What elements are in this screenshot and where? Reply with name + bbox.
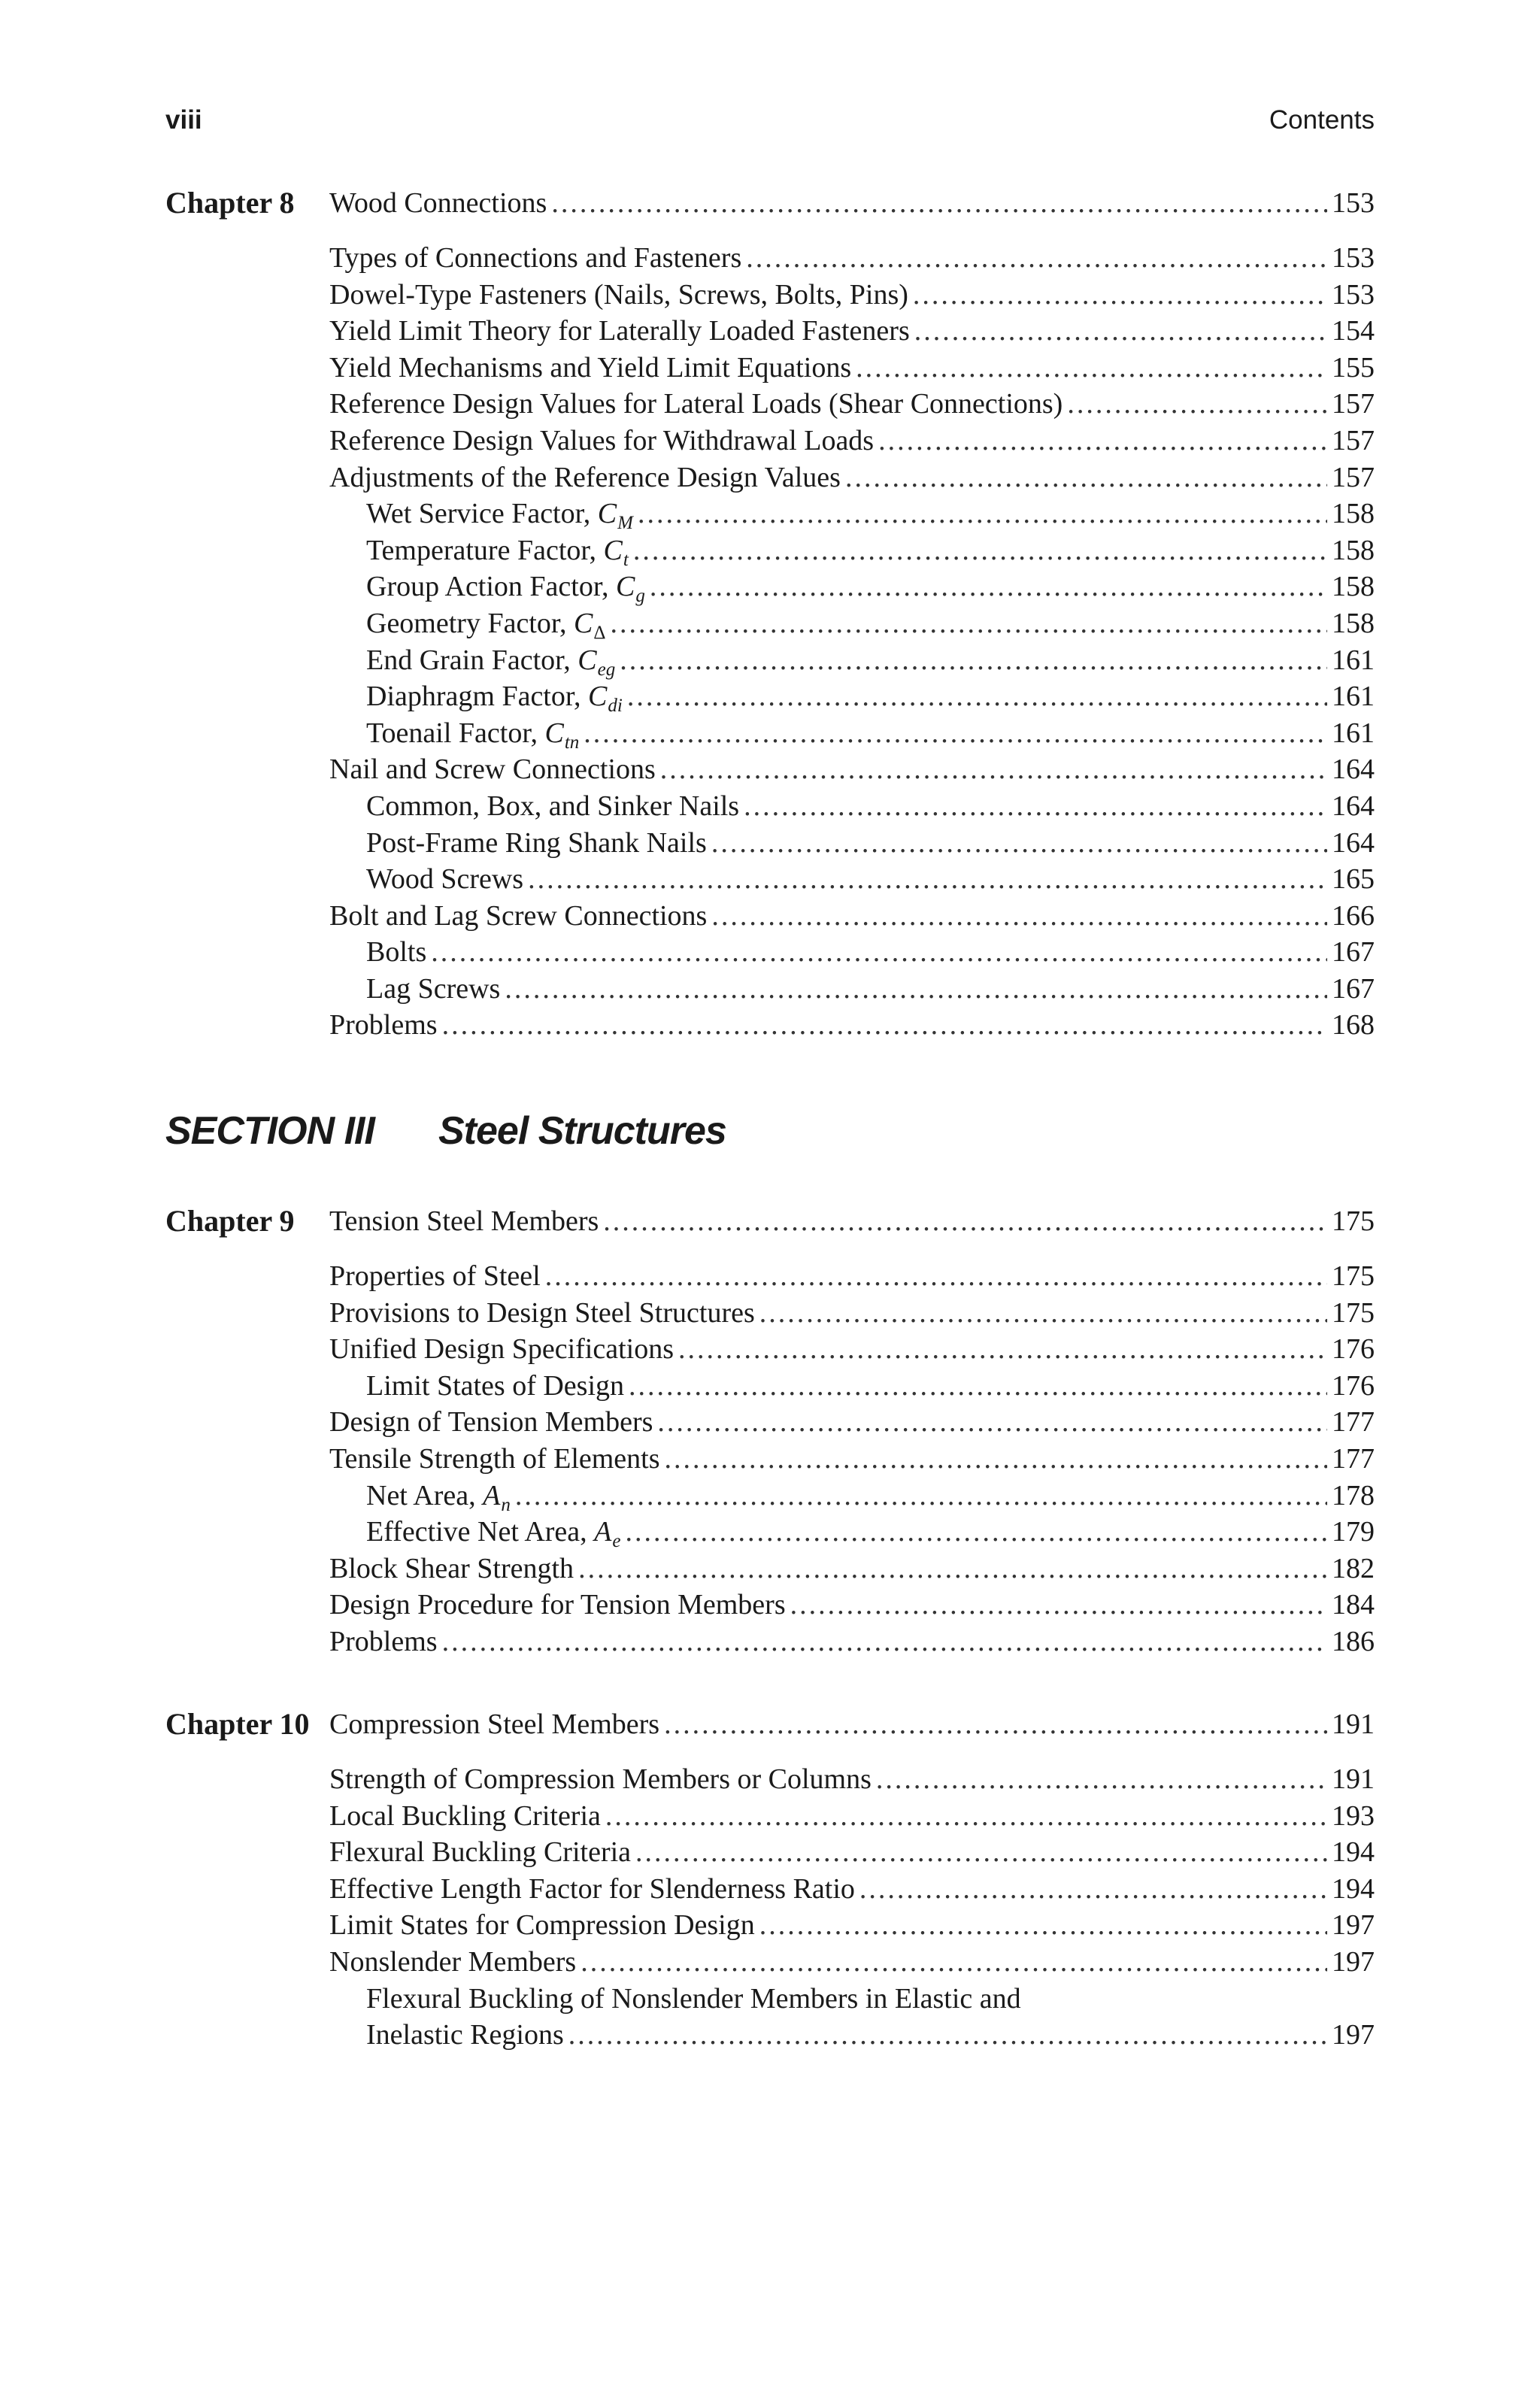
symbol: C: [578, 644, 597, 676]
dot-leader: [876, 1761, 1327, 1797]
toc-entry[interactable]: [329, 1944, 1375, 1981]
dot-leader: [584, 715, 1327, 751]
dot-leader: [913, 277, 1327, 313]
entry-title: Types of Connections and Fasteners: [329, 242, 742, 274]
dot-leader: [657, 1404, 1327, 1440]
dot-leader: [660, 751, 1327, 787]
dot-leader: [650, 568, 1327, 605]
symbol: C: [615, 571, 635, 603]
toc-subentry[interactable]: [329, 825, 1375, 862]
page-ref: 175: [1332, 1260, 1375, 1292]
dot-leader: [711, 898, 1327, 934]
toc-entry[interactable]: [329, 277, 1375, 314]
toc-subentry[interactable]: [329, 1514, 1375, 1551]
page-ref: 158: [1332, 498, 1375, 530]
dot-leader: [578, 1551, 1327, 1587]
page-ref: 191: [1332, 1763, 1375, 1795]
subscript: n: [501, 1494, 511, 1515]
dot-leader: [551, 185, 1327, 221]
entry-title: Common, Box, and Sinker Nails: [366, 790, 740, 822]
entry-title: Block Shear Strength: [329, 1552, 574, 1584]
chapter-label: Chapter 9: [165, 1204, 295, 1238]
page-ref: 197: [1332, 1909, 1375, 1942]
dot-leader: [625, 1514, 1327, 1550]
page-ref: 153: [1332, 278, 1375, 311]
entry-title: Yield Limit Theory for Laterally Loaded Fasteners: [329, 315, 910, 347]
chapter-label: Chapter 8: [165, 186, 295, 220]
page-ref: 167: [1332, 936, 1375, 969]
page-ref: 175: [1332, 1296, 1375, 1329]
entry-title: Design of Tension Members: [329, 1406, 653, 1439]
dot-leader: [515, 1478, 1327, 1514]
entry-title: Adjustments of the Reference Design Values: [329, 461, 841, 493]
entry-title: Effective Length Factor for Slenderness Ratio: [329, 1872, 855, 1905]
page-ref: 161: [1332, 681, 1375, 713]
dot-leader: [610, 605, 1327, 641]
chapter-title: Tension Steel Members: [329, 1205, 599, 1237]
section-heading: [165, 1108, 726, 1157]
dot-leader: [620, 642, 1327, 678]
subscript: eg: [597, 659, 616, 680]
dot-leader: [505, 971, 1327, 1007]
toc-subentry[interactable]: [329, 971, 1375, 1008]
dot-leader: [664, 1706, 1327, 1742]
toc-entry-list: [329, 1761, 1375, 2054]
page-ref: 177: [1332, 1442, 1375, 1475]
entry-title: Geometry Factor, $C_\Delta$: [366, 607, 606, 643]
toc-subentry-continuation[interactable]: [329, 2017, 1375, 2054]
page-ref: 186: [1332, 1625, 1375, 1657]
toc-subentry[interactable]: [329, 532, 1375, 569]
toc-entry[interactable]: [329, 386, 1375, 423]
toc-entry-list: [329, 1258, 1375, 1660]
dot-leader: [878, 423, 1327, 459]
dot-leader: [545, 1258, 1327, 1294]
section-title: Steel Structures: [438, 1109, 726, 1153]
toc-entry[interactable]: [329, 313, 1375, 350]
symbol: A: [483, 1479, 501, 1511]
toc-entry[interactable]: [329, 1761, 1375, 1798]
dot-leader: [581, 1944, 1327, 1980]
page-ref: 178: [1332, 1479, 1375, 1511]
dot-leader: [442, 1007, 1327, 1043]
dot-leader: [633, 532, 1327, 568]
dot-leader: [431, 934, 1327, 970]
dot-leader: [859, 1871, 1327, 1907]
page-ref: 164: [1332, 753, 1375, 786]
entry-title: Net Area, $A_n$: [366, 1479, 511, 1515]
toc-entry[interactable]: [329, 1798, 1375, 1835]
toc-subentry[interactable]: [329, 496, 1375, 532]
toc-entry-list: [329, 240, 1375, 1044]
toc-subentry[interactable]: [329, 642, 1375, 679]
toc-entry[interactable]: [329, 240, 1375, 277]
chapter-10-block: [165, 1706, 1375, 2383]
page-ref: 158: [1332, 571, 1375, 603]
subscript: di: [608, 696, 623, 717]
symbol: C: [544, 717, 564, 749]
page-ref: 175: [1332, 1205, 1375, 1237]
entry-title: Properties of Steel: [329, 1260, 541, 1292]
subscript: t: [623, 549, 629, 570]
page-ref: 155: [1332, 351, 1375, 384]
toc-entry[interactable]: [329, 1295, 1375, 1332]
subscript: Δ: [593, 622, 606, 643]
toc-subentry[interactable]: [329, 605, 1375, 642]
page-ref: 164: [1332, 826, 1375, 859]
page-ref: 165: [1332, 863, 1375, 896]
entry-title: Wood Screws: [366, 863, 524, 896]
dot-leader: [605, 1798, 1327, 1834]
dot-leader: [627, 678, 1327, 714]
page-ref: 167: [1332, 972, 1375, 1005]
toc-entry[interactable]: [329, 1441, 1375, 1478]
entry-title: Group Action Factor, $C_g$: [366, 571, 645, 607]
dot-leader: [914, 313, 1327, 349]
toc-entry[interactable]: [329, 1624, 1375, 1660]
page-ref: 177: [1332, 1406, 1375, 1439]
toc-entry[interactable]: [329, 1871, 1375, 1908]
entry-title: Diaphragm Factor, $C_{di}$: [366, 681, 623, 717]
page-ref: 161: [1332, 717, 1375, 749]
dot-leader: [629, 1368, 1327, 1404]
toc-entry[interactable]: [329, 1007, 1375, 1044]
toc-entry[interactable]: [329, 459, 1375, 496]
toc-subentry[interactable]: [329, 1368, 1375, 1405]
entry-title: Problems: [329, 1625, 438, 1657]
toc-entry[interactable]: [329, 1907, 1375, 1944]
subscript: M: [617, 513, 633, 534]
chapter-title: Wood Connections: [329, 187, 547, 219]
entry-title: Limit States for Compression Design: [329, 1909, 755, 1942]
entry-title: Design Procedure for Tension Members: [329, 1589, 786, 1621]
entry-title: Local Buckling Criteria: [329, 1799, 601, 1832]
chapter-8-block: [165, 185, 1375, 1041]
page-ref: 153: [1332, 242, 1375, 274]
dot-leader: [746, 240, 1327, 276]
page-ref: 157: [1332, 461, 1375, 493]
entry-title: Lag Screws: [366, 972, 501, 1005]
toc-subentry[interactable]: [329, 788, 1375, 825]
dot-leader: [603, 1203, 1327, 1239]
entry-title: Toenail Factor, $C_{tn}$: [366, 717, 580, 753]
page-ref: 157: [1332, 388, 1375, 420]
entry-title: Wet Service Factor, $C_M$: [366, 498, 633, 534]
dot-leader: [1067, 386, 1327, 422]
toc-entry[interactable]: [329, 898, 1375, 935]
page-ref: 176: [1332, 1369, 1375, 1402]
page-ref: 194: [1332, 1836, 1375, 1869]
page-ref: 158: [1332, 534, 1375, 566]
dot-leader: [744, 788, 1327, 824]
page-ref: 182: [1332, 1552, 1375, 1584]
chapter-title-entry[interactable]: [329, 1203, 1375, 1240]
symbol: A: [594, 1516, 612, 1548]
subscript: tn: [564, 732, 580, 753]
dot-leader: [856, 350, 1327, 386]
entry-title: Reference Design Values for Withdrawal Loads: [329, 424, 875, 456]
toc-entry[interactable]: [329, 1551, 1375, 1587]
entry-title: Reference Design Values for Lateral Loads (Shear Connections): [329, 388, 1063, 420]
entry-title: Post-Frame Ring Shank Nails: [366, 826, 707, 859]
page-ref: 179: [1332, 1516, 1375, 1548]
page-ref: 157: [1332, 424, 1375, 456]
entry-title: Inelastic Regions: [366, 2019, 564, 2051]
page-ref: 168: [1332, 1009, 1375, 1041]
page-number: viii: [165, 105, 202, 135]
page-ref: 161: [1332, 644, 1375, 676]
entry-title: Tensile Strength of Elements: [329, 1442, 660, 1475]
toc-subentry[interactable]: [329, 1478, 1375, 1514]
page-ref: 194: [1332, 1872, 1375, 1905]
symbol: C: [588, 681, 608, 713]
subscript: g: [635, 586, 645, 607]
page-ref: 176: [1332, 1333, 1375, 1366]
entry-title: Unified Design Specifications: [329, 1333, 675, 1366]
entry-title: Effective Net Area, $A_e$: [366, 1516, 621, 1552]
page-ref: 154: [1332, 315, 1375, 347]
entry-title: Strength of Compression Members or Columns: [329, 1763, 872, 1795]
entry-title: Nonslender Members: [329, 1945, 577, 1978]
toc-entry[interactable]: [329, 1331, 1375, 1368]
toc-subentry[interactable]: [329, 861, 1375, 898]
entry-title: Flexural Buckling Criteria: [329, 1836, 632, 1869]
dot-leader: [528, 861, 1327, 897]
chapter-title: Compression Steel Members: [329, 1708, 660, 1740]
entry-title: Dowel-Type Fasteners (Nails, Screws, Bolts, Pins): [329, 278, 908, 311]
toc-entry[interactable]: [329, 751, 1375, 788]
toc-entry[interactable]: [329, 423, 1375, 459]
entry-title: Problems: [329, 1009, 438, 1041]
symbol: C: [603, 534, 623, 566]
page-ref: 164: [1332, 790, 1375, 822]
toc-entry[interactable]: [329, 1404, 1375, 1441]
toc-subentry[interactable]: [329, 934, 1375, 971]
chapter-title-entry[interactable]: [329, 1706, 1375, 1743]
toc-subentry-first-line[interactable]: Flexural Buckling of Nonslender Members in Elastic and: [366, 1982, 1021, 2015]
toc-subentry[interactable]: [329, 715, 1375, 752]
dot-leader: [442, 1624, 1327, 1660]
dot-leader: [845, 459, 1327, 496]
page-ref: 193: [1332, 1799, 1375, 1832]
page-ref: 191: [1332, 1708, 1375, 1740]
page-ref: 158: [1332, 607, 1375, 639]
entry-title: End Grain Factor, $C_{eg}$: [366, 644, 616, 680]
running-title: Contents: [1269, 105, 1375, 135]
page-ref: 197: [1332, 2019, 1375, 2051]
entry-title: Bolt and Lag Screw Connections: [329, 899, 708, 932]
entry-title: Provisions to Design Steel Structures: [329, 1296, 755, 1329]
chapter-label: Chapter 10: [165, 1707, 310, 1741]
dot-leader: [678, 1331, 1327, 1367]
dot-leader: [568, 2017, 1327, 2053]
dot-leader: [665, 1441, 1327, 1477]
entry-title: Limit States of Design: [366, 1369, 625, 1402]
toc-entry[interactable]: [329, 1258, 1375, 1295]
toc-subentry[interactable]: [329, 568, 1375, 605]
symbol: C: [597, 498, 617, 530]
page-ref: 197: [1332, 1945, 1375, 1978]
dot-leader: [711, 825, 1327, 861]
dot-leader: [635, 1834, 1327, 1870]
entry-title: Temperature Factor, $C_t$: [366, 534, 629, 570]
entry-title: Bolts: [366, 936, 427, 969]
chapter-title-entry[interactable]: [329, 185, 1375, 222]
toc-entry[interactable]: [329, 1834, 1375, 1871]
page-ref: 166: [1332, 899, 1375, 932]
page-ref: 184: [1332, 1589, 1375, 1621]
running-header: [165, 105, 1375, 138]
dot-leader: [790, 1587, 1327, 1623]
page-ref: 153: [1332, 187, 1375, 219]
entry-title: Yield Mechanisms and Yield Limit Equations: [329, 351, 852, 384]
toc-entry[interactable]: [329, 350, 1375, 387]
section-label: SECTION III: [165, 1109, 374, 1153]
subscript: e: [612, 1531, 621, 1552]
symbol: C: [574, 607, 593, 639]
dot-leader: [759, 1295, 1327, 1331]
entry-title: Nail and Screw Connections: [329, 753, 656, 786]
dot-leader: [759, 1907, 1327, 1943]
toc-entry[interactable]: [329, 1587, 1375, 1624]
dot-leader: [638, 496, 1327, 532]
toc-subentry[interactable]: [329, 678, 1375, 715]
